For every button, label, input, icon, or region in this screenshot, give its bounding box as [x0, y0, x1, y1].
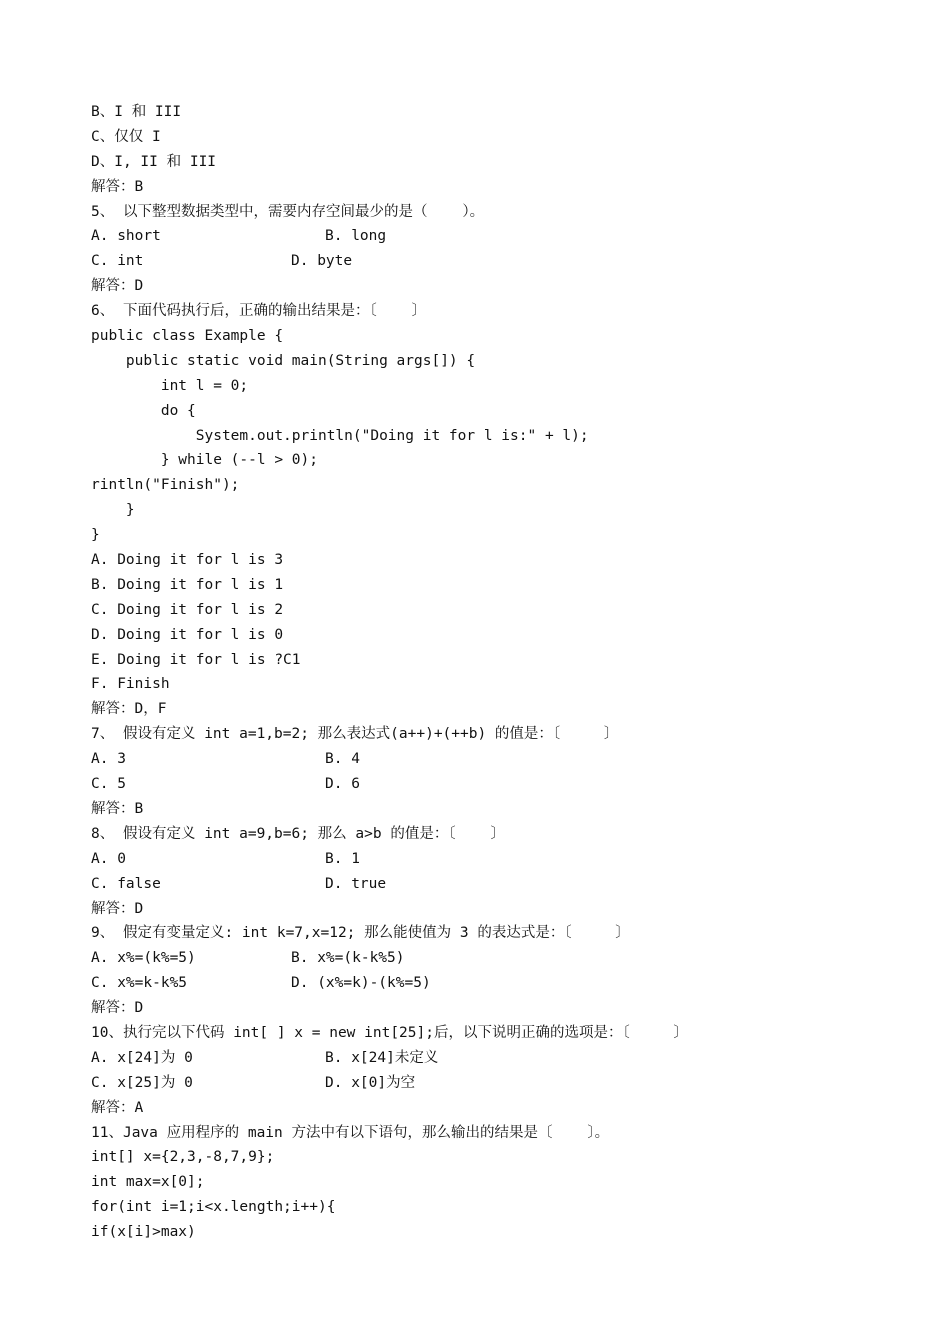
text-line [91, 722, 871, 747]
text-line [91, 921, 871, 946]
text-line [91, 1220, 871, 1245]
line-text: A. Doing it for l is 3 [91, 552, 284, 569]
text-line [91, 822, 871, 847]
text-line [91, 523, 871, 548]
text-line [91, 1121, 871, 1146]
text-line [91, 1170, 871, 1195]
text-line [91, 672, 871, 697]
line-text: 解答：A [91, 1099, 144, 1116]
text-line [91, 548, 871, 573]
line-text: int max=x[0]; [91, 1174, 205, 1191]
text-line [91, 1195, 871, 1220]
line-text: 解答：B [91, 178, 144, 195]
option-second-column: B. long [325, 228, 387, 245]
text-line [91, 150, 871, 175]
text-line [91, 1071, 871, 1096]
line-text: 7、 假设有定义 int a=1,b=2; 那么表达式(a++)+(++b) 的值是：〔 〕 [91, 726, 619, 743]
option-second-column: D. true [325, 875, 387, 892]
line-text: A. 0 [91, 850, 126, 867]
line-text: C. x[25]为 0 [91, 1074, 193, 1091]
option-second-column: B. 1 [325, 850, 360, 867]
line-text: do { [91, 402, 196, 419]
line-text: F. Finish [91, 676, 170, 693]
option-second-column: D. byte [291, 253, 353, 270]
line-text: System.out.println("Doing it for l is:" + l); [91, 427, 589, 444]
text-line [91, 498, 871, 523]
text-line [91, 200, 871, 225]
line-text: public static void main(String args[]) { [91, 352, 476, 369]
text-line [91, 1096, 871, 1121]
option-second-column: B. x%=(k-k%5) [291, 950, 405, 967]
text-line [91, 996, 871, 1021]
line-text: B、I 和 III [91, 104, 182, 120]
line-text: D、I, II 和 III [91, 153, 217, 170]
text-line [91, 946, 871, 971]
line-text: C. int [91, 253, 144, 270]
line-text: rintln("Finish"); [91, 477, 240, 494]
line-text: 10、执行完以下代码 int[ ] x = new int[25];后，以下说明正确的选项是：〔 〕 [91, 1024, 688, 1041]
text-line [91, 598, 871, 623]
text-line [91, 349, 871, 374]
line-text: 解答：D，F [91, 701, 167, 718]
line-text: int[] x={2,3,-8,7,9}; [91, 1149, 275, 1166]
line-text: int l = 0; [91, 377, 249, 394]
line-text: C. x%=k-k%5 [91, 975, 188, 992]
text-line [91, 100, 871, 125]
line-text: C. 5 [91, 776, 126, 793]
line-text: E. Doing it for l is ?C1 [91, 651, 301, 668]
text-line [91, 473, 871, 498]
text-line [91, 772, 871, 797]
option-second-column: D. 6 [325, 776, 360, 793]
text-line [91, 175, 871, 200]
line-text: for(int i=1;i<x.length;i++){ [91, 1199, 336, 1216]
line-text: A. short [91, 228, 161, 245]
line-text: C. false [91, 875, 161, 892]
text-line [91, 1046, 871, 1071]
text-line [91, 249, 871, 274]
text-line [91, 1021, 871, 1046]
line-text: A. 3 [91, 751, 126, 768]
text-line [91, 399, 871, 424]
text-line [91, 648, 871, 673]
text-line [91, 299, 871, 324]
text-line [91, 324, 871, 349]
line-text: 6、 下面代码执行后，正确的输出结果是：〔 〕 [91, 303, 427, 320]
line-text: B. Doing it for l is 1 [91, 576, 284, 593]
text-line [91, 747, 871, 772]
line-text: 9、 假定有变量定义: int k=7,x=12; 那么能使值为 3 的表达式是：〔 〕 [91, 925, 630, 942]
line-text: A. x%=(k%=5) [91, 950, 196, 967]
text-line [91, 897, 871, 922]
option-second-column: D. (x%=k)-(k%=5) [291, 975, 431, 992]
line-text: } [91, 527, 100, 544]
document-body [91, 100, 871, 1245]
text-line [91, 1145, 871, 1170]
line-text: C. Doing it for l is 2 [91, 601, 284, 618]
line-text: 解答：D [91, 900, 144, 917]
text-line [91, 224, 871, 249]
text-line [91, 125, 871, 150]
text-line [91, 797, 871, 822]
line-text: 11、Java 应用程序的 main 方法中有以下语句，那么输出的结果是〔 〕。 [91, 1124, 610, 1141]
line-text: 8、 假设有定义 int a=9,b=6; 那么 a>b 的值是：〔 〕 [91, 825, 505, 842]
text-line [91, 847, 871, 872]
line-text: D. Doing it for l is 0 [91, 626, 284, 643]
option-second-column: B. 4 [325, 751, 360, 768]
line-text: 解答：D [91, 1000, 144, 1017]
line-text: } while (--l > 0); [91, 452, 318, 469]
text-line [91, 623, 871, 648]
line-text: if(x[i]>max) [91, 1224, 196, 1241]
text-line [91, 573, 871, 598]
line-text: 解答：D [91, 278, 144, 295]
line-text: A. x[24]为 0 [91, 1049, 193, 1066]
option-second-column: B. x[24]未定义 [325, 1049, 439, 1066]
line-text: } [91, 502, 135, 519]
text-line [91, 424, 871, 449]
text-line [91, 274, 871, 299]
line-text: 5、 以下整型数据类型中，需要内存空间最少的是（ ）。 [91, 203, 485, 220]
text-line [91, 971, 871, 996]
option-second-column: D. x[0]为空 [325, 1074, 416, 1091]
line-text: public class Example { [91, 328, 284, 345]
text-line [91, 448, 871, 473]
text-line [91, 697, 871, 722]
text-line [91, 872, 871, 897]
line-text: C、仅仅 I [91, 128, 161, 145]
text-line [91, 374, 871, 399]
line-text: 解答：B [91, 800, 144, 817]
